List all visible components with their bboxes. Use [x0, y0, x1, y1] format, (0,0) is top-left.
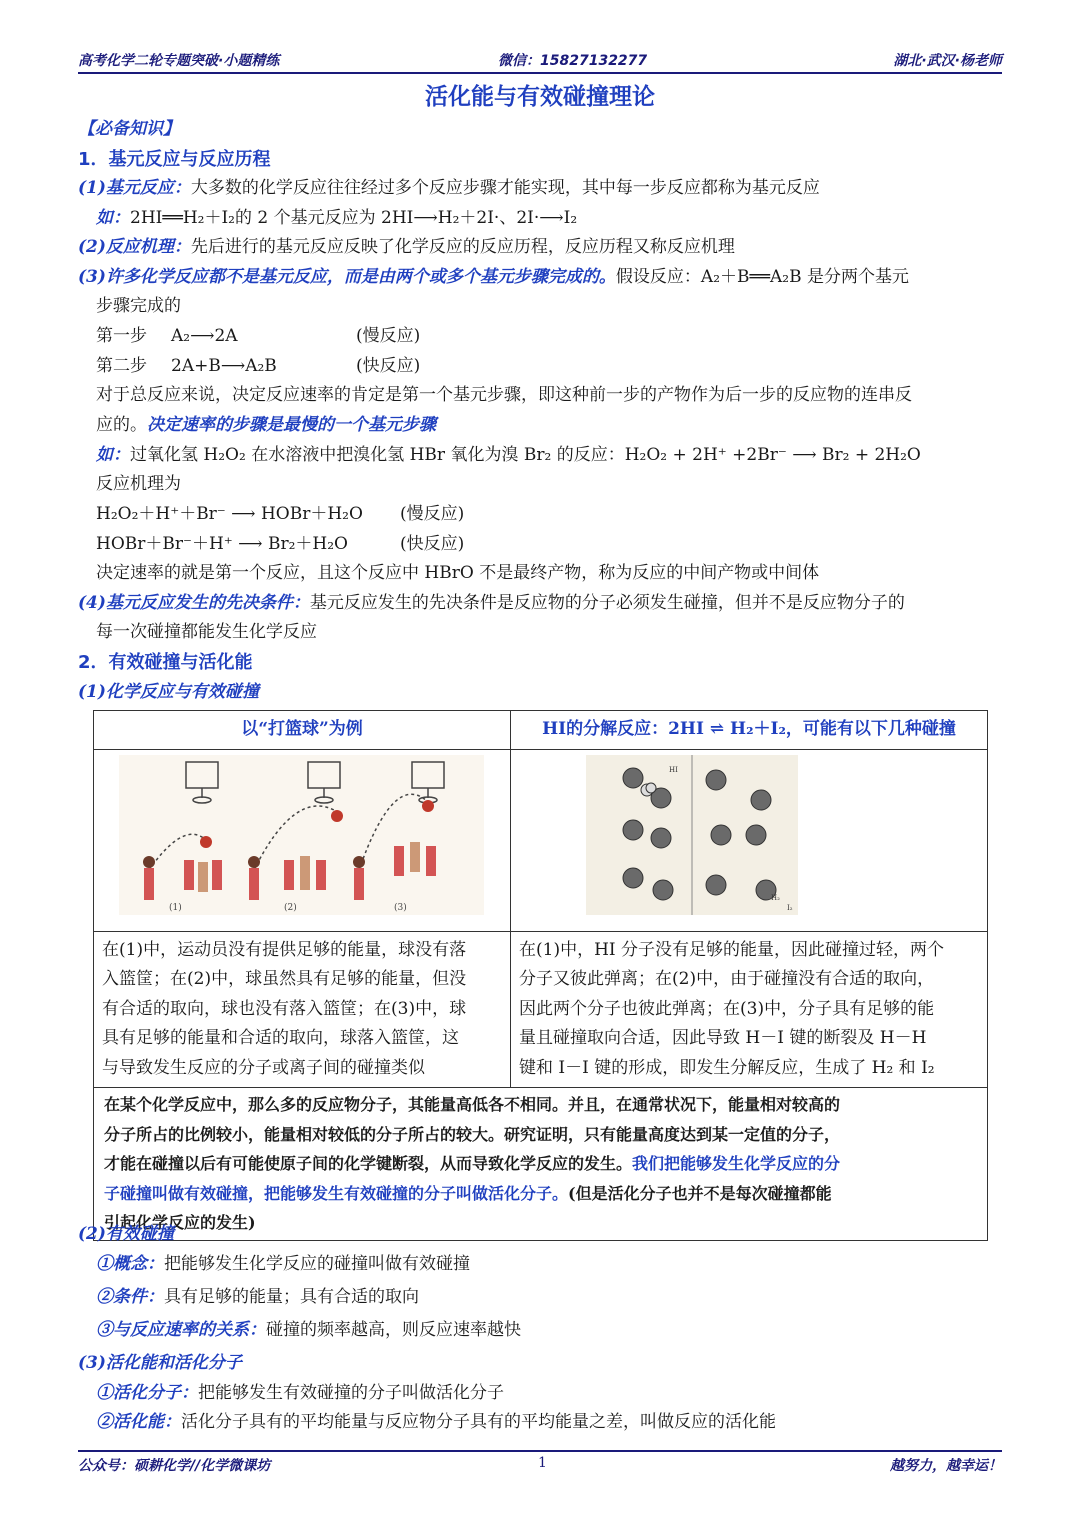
- mech2-equation: HOBr＋Br⁻＋H⁺ ⟶ Br₂＋H₂O: [96, 534, 348, 554]
- step1-label: 第一步: [96, 326, 147, 346]
- s1-p1-ex-text: 2HI══H₂＋I₂的 2 个基元反应为 2HI⟶H₂＋2I·、2I·⟶I₂: [130, 208, 578, 228]
- header-right: 湖北·武汉·杨老师: [893, 53, 1002, 69]
- molecule-illustration: [511, 750, 987, 920]
- note-blue-2: 子碰撞叫做有效碰撞，把能够发生有效碰撞的分子叫做活化分子。: [104, 1183, 569, 1203]
- d2-label: ②活化能：: [96, 1412, 181, 1432]
- mech1-equation: H₂O₂＋H⁺＋Br⁻ ⟶ HOBr＋H₂O: [96, 504, 363, 524]
- fig-label-1: (1): [169, 903, 182, 913]
- footer-right: 越努力，越幸运！: [890, 1458, 1002, 1474]
- mech2-row: [96, 530, 1026, 560]
- footer-left: 公众号：硕耕化学//化学微课坊: [78, 1458, 271, 1474]
- note-line-4: [104, 1179, 977, 1209]
- c2-row: [96, 1283, 1026, 1313]
- left-line: 与导致发生反应的分子或离子间的碰撞类似: [102, 1057, 425, 1078]
- c2-label: ②条件：: [96, 1287, 164, 1307]
- s1-example2: [96, 441, 1026, 471]
- table-header-right: HI的分解反应：2HI ⇌ H₂＋I₂，可能有以下几种碰撞: [511, 711, 988, 750]
- c2-text: 具有足够的能量；具有合适的取向: [164, 1287, 419, 1307]
- s1-p3-para2: [96, 411, 1026, 441]
- s1-p3-para2b: 决定速率的步骤是最慢的一个基元步骤: [147, 415, 436, 435]
- step2-note: (快反应): [356, 356, 421, 376]
- footer-divider: [78, 1450, 1002, 1452]
- basketball-illustration: [94, 750, 510, 920]
- header-divider: [78, 72, 1002, 74]
- ex2-text: 过氧化氢 H₂O₂ 在水溶液中把溴化氢 HBr 氧化为溴 Br₂ 的反应：H₂O₂ + 2H⁺ +2Br⁻ ⟶ Br₂ + 2H₂O: [130, 445, 921, 465]
- right-line: 因此两个分子也彼此弹离；在(3)中，分子具有足够的能: [519, 998, 935, 1019]
- page-number: 1: [538, 1455, 547, 1471]
- mech1-note: (慢反应): [400, 504, 465, 524]
- s1-p4: [78, 589, 1008, 619]
- s2-sub2: (2)有效碰撞: [78, 1224, 174, 1244]
- header-center: 微信：15827132277: [498, 53, 648, 69]
- product-label-i2: I₂: [787, 904, 793, 912]
- right-line: 键和 I－I 键的形成，即发生分解反应，生成了 H₂ 和 I₂: [519, 1057, 935, 1078]
- d2-text: 活化分子具有的平均能量与反应物分子具有的平均能量之差，叫做反应的活化能: [181, 1412, 776, 1432]
- c1-text: 把能够发生化学反应的碰撞叫做有效碰撞: [164, 1254, 470, 1274]
- s1-p3: [78, 263, 1008, 293]
- basketball-figure: [94, 750, 511, 932]
- s1-p3-para2a: 应的。: [96, 415, 147, 435]
- s1-p1-text: 大多数的化学反应往往经过多个反应步骤才能实现，其中每一步反应都称为基元反应: [190, 178, 820, 198]
- mech-title: 反应机理为: [96, 474, 181, 494]
- mech2-note: (快反应): [400, 534, 465, 554]
- step1-note: (慢反应): [356, 326, 421, 346]
- note-line-3-text: 才能在碰撞以后有可能使原子间的化学键断裂，从而导致化学反应的发生。: [104, 1154, 633, 1173]
- collision-table: [93, 710, 988, 1241]
- basketball-explanation: [94, 931, 511, 1088]
- note-tail-1: (但是活化分子也并不是每次碰撞都能: [568, 1183, 832, 1203]
- right-line: 量且碰撞取向合适，因此导致 H－I 键的断裂及 H－H: [519, 1028, 927, 1048]
- step2-row: [96, 352, 1026, 382]
- step1-equation: A₂⟶2A: [171, 326, 238, 346]
- step2-equation: 2A+B⟶A₂B: [171, 356, 277, 376]
- d1-label: ①活化分子：: [96, 1383, 198, 1403]
- page-header: [78, 50, 1002, 72]
- s1-p2-label: (2)反应机理：: [78, 237, 191, 257]
- section-tag: 【必备知识】: [78, 119, 180, 139]
- d1-row: [96, 1379, 1026, 1409]
- s1-p2-text: 先后进行的基元反应反映了化学反应的反应历程，反应历程又称反应机理: [190, 237, 735, 257]
- fig-label-2: (2): [284, 903, 297, 913]
- right-line: 在(1)中，HI 分子没有足够的能量，因此碰撞过轻，两个: [519, 939, 945, 960]
- s1-p4-text2: 每一次碰撞都能发生化学反应: [96, 622, 317, 642]
- note-line-3: [104, 1149, 977, 1179]
- s1-p3-label: (3)许多化学反应都不是基元反应，而是由两个或多个基元步骤完成的。: [78, 267, 616, 287]
- fig-label-3: (3): [394, 903, 407, 913]
- left-line: 有合适的取向，球也没有落入篮筐；在(3)中，球: [102, 998, 467, 1019]
- note-tail-2: 引起化学反应的发生): [104, 1213, 256, 1232]
- s1-p3-text: 假设反应：A₂＋B══A₂B 是分两个基元: [615, 267, 909, 287]
- mol-label: HI: [669, 766, 678, 774]
- s1-p4-label: (4)基元反应发生的先决条件：: [78, 593, 310, 613]
- c3-label: ③与反应速率的关系：: [96, 1320, 266, 1340]
- left-line: 入篮筐；在(2)中，球虽然具有足够的能量，但没: [102, 969, 467, 989]
- header-left: 高考化学二轮专题突破·小题精练: [78, 53, 280, 69]
- s2-heading: 2．有效碰撞与活化能: [78, 652, 253, 673]
- note-line: 在某个化学反应中，那么多的反应物分子，其能量高低各不相同。并且，在通常状况下，能量相对较高的: [104, 1095, 841, 1114]
- note-line: 分子所占的比例较小，能量相对较低的分子所占的较大。研究证明，只有能量高度达到某一定值的分子，: [104, 1124, 841, 1144]
- left-line: 具有足够的能量和合适的取向，球落入篮筐，这: [102, 1028, 459, 1048]
- left-line: 在(1)中，运动员没有提供足够的能量，球没有落: [102, 939, 467, 960]
- note-blue-1: 我们把能够发生化学反应的分: [632, 1154, 841, 1173]
- table-note: [94, 1088, 988, 1241]
- s1-p1-example: [96, 204, 1026, 234]
- page-title: 活化能与有效碰撞理论: [425, 84, 655, 110]
- s2-sub3: (3)活化能和活化分子: [78, 1353, 242, 1373]
- c3-row: [96, 1316, 1026, 1346]
- s1-p1-ex-label: 如：: [96, 208, 130, 228]
- molecule-explanation: [511, 931, 988, 1088]
- product-label-h2: H₂: [771, 894, 780, 902]
- c1-label: ①概念：: [96, 1254, 164, 1274]
- d2-row: [96, 1408, 1026, 1438]
- mech-conclusion: 决定速率的就是第一个反应，且这个反应中 HBrO 不是最终产物，称为反应的中间产物或中间体: [96, 563, 820, 583]
- s2-sub1: (1)化学反应与有效碰撞: [78, 682, 259, 702]
- table-header-left: 以“打篮球”为例: [94, 711, 511, 750]
- step2-label: 第二步: [96, 356, 147, 376]
- molecule-figure: [511, 750, 988, 932]
- s1-p1-label: (1)基元反应：: [78, 178, 191, 198]
- s1-p2: [78, 233, 1008, 263]
- ex2-label: 如：: [96, 445, 130, 465]
- s1-p3-text2: 步骤完成的: [96, 296, 181, 316]
- s1-heading: 1．基元反应与反应历程: [78, 149, 271, 170]
- c3-text: 碰撞的频率越高，则反应速率越快: [266, 1320, 521, 1340]
- s1-p4-text: 基元反应发生的先决条件是反应物的分子必须发生碰撞，但并不是反应物分子的: [309, 593, 905, 613]
- s1-p3-para1: 对于总反应来说，决定反应速率的肯定是第一个基元步骤，即这种前一步的产物作为后一步的反应物的连串反: [96, 385, 912, 405]
- step1-row: [96, 322, 1026, 352]
- mech1-row: [96, 500, 1026, 530]
- d1-text: 把能够发生有效碰撞的分子叫做活化分子: [198, 1383, 504, 1403]
- right-line: 分子又彼此弹离；在(2)中，由于碰撞没有合适的取向，: [519, 969, 935, 989]
- s1-p1: [78, 174, 1008, 204]
- c1-row: [96, 1250, 1026, 1280]
